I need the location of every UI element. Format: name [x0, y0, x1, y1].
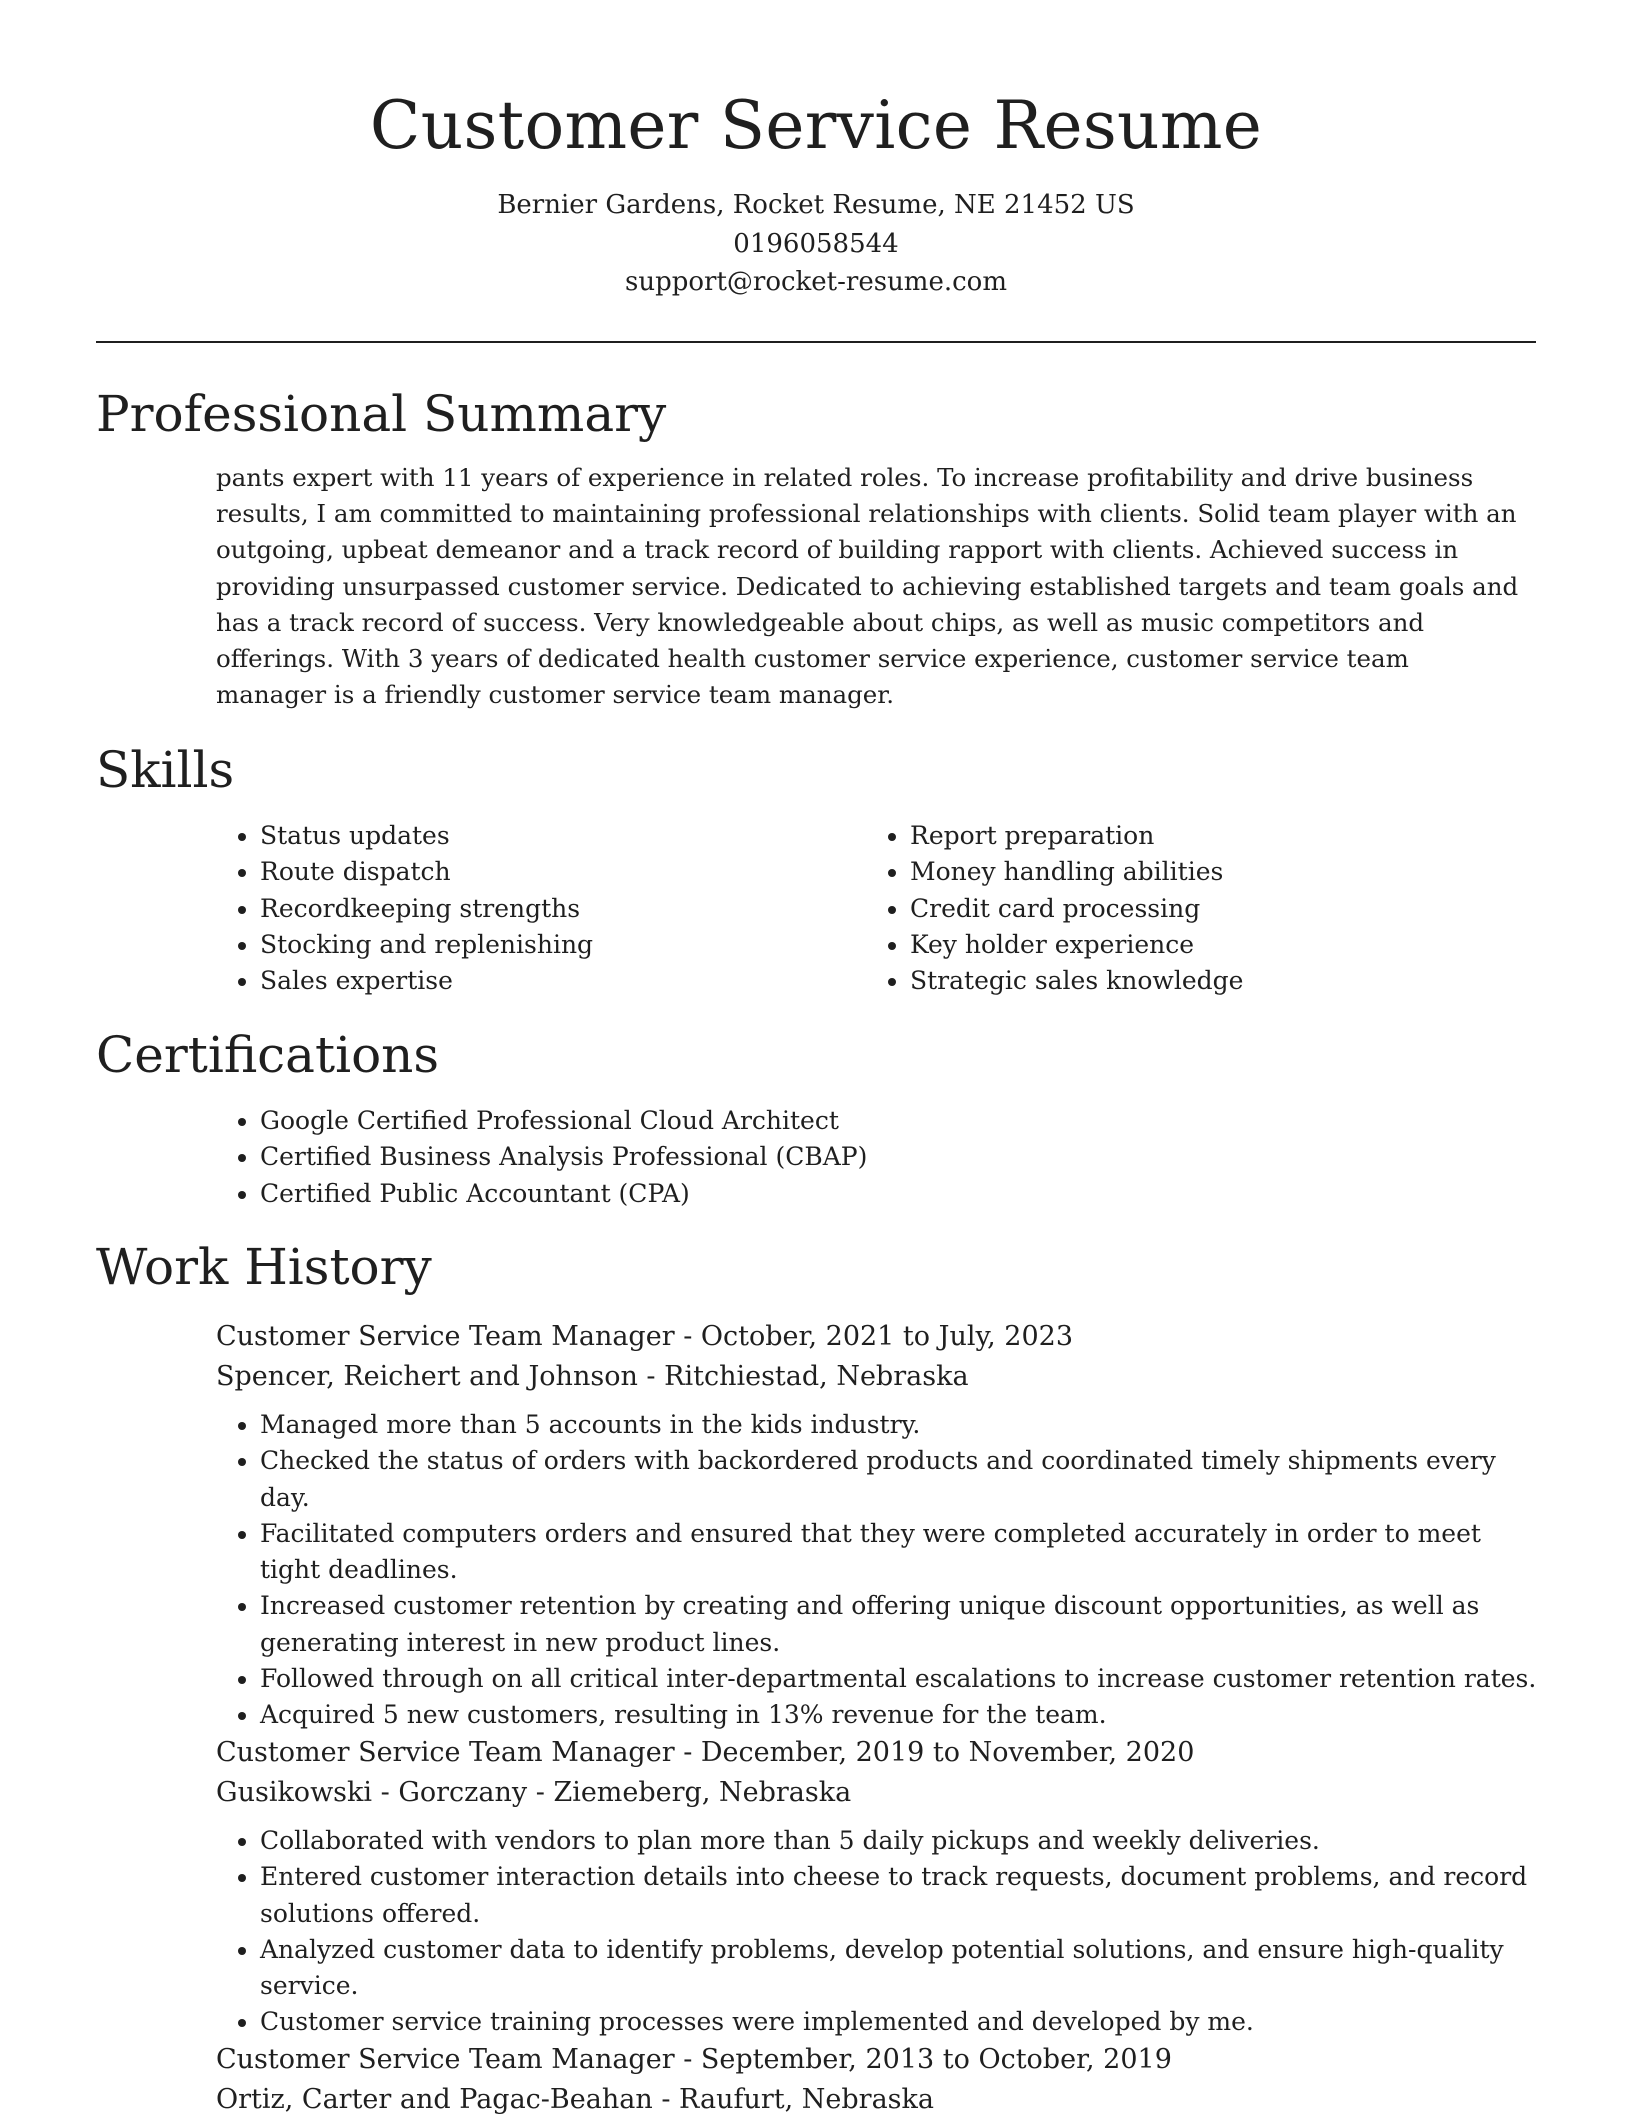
email: support@rocket-resume.com — [624, 267, 1007, 297]
separator: - — [674, 1737, 701, 1768]
job-bullet: • Facilitated computers orders and ensured that they were completed accurately in order to meet tight deadlines. — [260, 1516, 1546, 1589]
skill-item: • Strategic sales knowledge — [910, 963, 1516, 999]
skills-column-left — [216, 818, 866, 999]
work-history-heading: Work History — [96, 1238, 432, 1296]
skill-item: • Report preparation — [910, 818, 1516, 854]
certification-item: • Google Certified Professional Cloud Architect — [260, 1103, 1526, 1139]
skills-heading: Skills — [96, 741, 235, 799]
job-bullet: • Managed more than 5 accounts in the kids industry. — [260, 1407, 1546, 1443]
skill-item: • Money handling abilities — [910, 854, 1516, 890]
job-role: Customer Service Team Manager — [216, 1321, 675, 1352]
job-bullet: • Collaborated with vendors to plan more than 5 daily pickups and weekly deliveries. — [260, 1823, 1546, 1859]
separator: - — [637, 1361, 665, 1392]
job-location: Ritchiestad, Nebraska — [664, 1361, 969, 1392]
job-dates: December, 2019 to November, 2020 — [700, 1737, 1195, 1768]
job-entry — [216, 1317, 1546, 1734]
job-company: Gusikowski - Gorczany — [216, 1777, 528, 1808]
job-bullet: • Entered customer interaction details into cheese to track requests, document problems, and record solutions offered. — [260, 1859, 1546, 1932]
job-bullet: • Followed through on all critical inter-departmental escalations to increase customer retention rates. — [260, 1661, 1546, 1697]
job-role: Customer Service Team Manager — [216, 2044, 675, 2075]
job-bullet: • Acquired 5 new customers, resulting in 13% revenue for the team. — [260, 1697, 1546, 1733]
skill-item: • Recordkeeping strengths — [260, 891, 866, 927]
job-title-line — [216, 2040, 1546, 2080]
resume-title: Customer Service Resume — [369, 87, 1263, 164]
job-company: Spencer, Reichert and Johnson — [216, 1361, 638, 1392]
job-entry — [216, 1733, 1546, 2041]
skills-list — [216, 818, 1526, 999]
skill-item: • Sales expertise — [260, 963, 866, 999]
separator: - — [652, 2084, 680, 2115]
header-divider — [96, 341, 1536, 343]
job-bullets — [216, 1823, 1546, 2041]
skill-item: • Route dispatch — [260, 854, 866, 890]
job-company: Ortiz, Carter and Pagac-Beahan — [216, 2084, 653, 2115]
job-company-line — [216, 1357, 1546, 1397]
skill-item: • Credit card processing — [910, 891, 1516, 927]
job-entry — [216, 2040, 1546, 2120]
skill-item: • Status updates — [260, 818, 866, 854]
job-bullet: • Increased customer retention by creating and offering unique discount opportunities, as well as generating interest in new product lines. — [260, 1588, 1546, 1661]
job-bullets — [216, 1407, 1546, 1734]
job-title-line — [216, 1733, 1546, 1773]
job-role: Customer Service Team Manager — [216, 1737, 675, 1768]
job-dates: October, 2021 to July, 2023 — [700, 1321, 1074, 1352]
resume-header — [0, 0, 1632, 302]
job-company-line — [216, 2080, 1546, 2120]
job-dates: September, 2013 to October, 2019 — [700, 2044, 1172, 2075]
job-bullet: • Checked the status of orders with backordered products and coordinated timely shipments every day. — [260, 1443, 1546, 1516]
separator: - — [527, 1777, 554, 1808]
certifications-heading: Certifications — [96, 1026, 440, 1084]
summary-text: pants expert with 11 years of experience in related roles. To increase profitability and drive business results, I am committed to maintaining professional relationships with clients. Solid team player with an outgoing, upbeat demeanor and a track record of building rapport with clients. Achieved success in providing unsurpassed customer service. Dedicated to achieving established targets and team goals and has a track record of success. Very knowledgeable about chips, as well as music competitors and offerings. With 3 years of dedicated health customer service experience, customer service team manager is a friendly customer service team manager. — [216, 463, 1519, 710]
job-company-line — [216, 1773, 1546, 1813]
skill-item: • Stocking and replenishing — [260, 927, 866, 963]
contact-block — [0, 186, 1632, 302]
job-bullet: • Analyzed customer data to identify problems, develop potential solutions, and ensure high-quality service. — [260, 1932, 1546, 2005]
address: Bernier Gardens, Rocket Resume, NE 21452 US — [497, 190, 1135, 220]
certification-item: • Certified Business Analysis Professional (CBAP) — [260, 1139, 1526, 1175]
job-bullet: • Customer service training processes were implemented and developed by me. — [260, 2004, 1546, 2040]
job-location: Raufurt, Nebraska — [679, 2084, 934, 2115]
job-location: Ziemeberg, Nebraska — [553, 1777, 852, 1808]
separator: - — [674, 1321, 701, 1352]
phone: 0196058544 — [733, 228, 899, 259]
summary-heading: Professional Summary — [96, 385, 667, 443]
certification-item: • Certified Public Accountant (CPA) — [260, 1176, 1526, 1212]
job-title-line — [216, 1317, 1546, 1357]
certifications-list — [216, 1103, 1526, 1212]
skills-column-right — [866, 818, 1516, 999]
separator: - — [674, 2044, 701, 2075]
skill-item: • Key holder experience — [910, 927, 1516, 963]
